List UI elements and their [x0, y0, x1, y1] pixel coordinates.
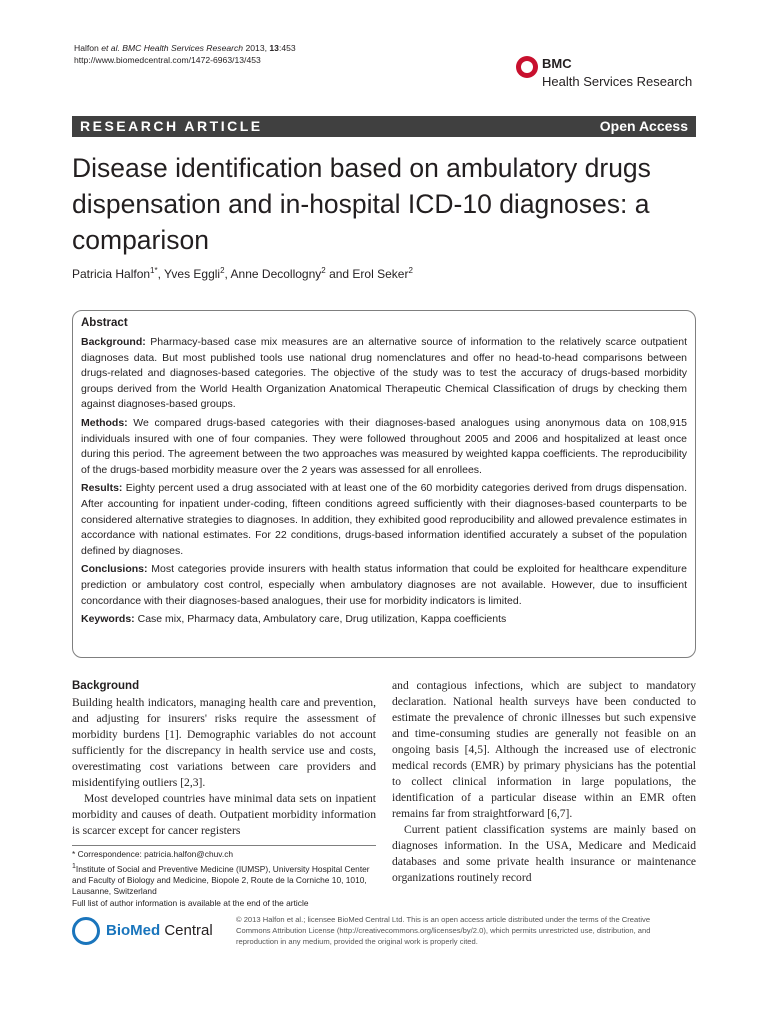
abstract-results [81, 481, 687, 559]
body-paragraph: and contagious infections, which are subject to mandatory declaration. National health surveys have been conducted to estimate the prevalence of chronic illnesses but such expensive and time-consuming studies are generally not feasible on an ongoing basis [4,5]. Although the increased use of electronic medical records (EMR) by primary physicians has the potential to collect clinical information in large populations, the identification of a particular disease within an EMR often remains far from straightforward [6,7]. [392, 679, 696, 820]
article-title: Disease identification based on ambulatory drugs dispensation and in-hospital ICD-10 diagnoses: a comparison [72, 153, 651, 255]
biomed-central-icon [72, 917, 100, 945]
author-name[interactable]: and Erol Seker [325, 267, 409, 281]
abstract-text: We compared drugs-based categories with their diagnoses-based analogues using anonymous data on 108,915 individuals insured with one of four companies. They were followed throughout 2005 and 2006 and hospitalized at least once during this period. The agreement between the two approaches was measured by weighted kappa coefficients. The reproducibility of the drugs-based morbidity measure over the 2 years was assessed for all enrollees. [81, 416, 687, 476]
bmc-journal-logo [516, 54, 706, 98]
bmc-logo-icon [516, 56, 538, 78]
body-column-left [72, 678, 376, 839]
body-column-right [392, 678, 696, 886]
body-paragraph: Building health indicators, managing health care and prevention, and adjusting for insurers' risks require the assessment of morbidity burdens [1]. Demographic variables do not account sufficiently for the discrepancy in health service use and costs, overestimating cost variations between care providers and misidentifying outliers [2,3]. [72, 696, 376, 789]
abstract-heading: Abstract [81, 317, 128, 329]
footnote-divider [72, 845, 376, 846]
section-heading: Background [72, 680, 140, 692]
author-info-note: Full list of author information is available at the end of the article [72, 897, 309, 908]
journal-name: Health Services Research [542, 74, 693, 89]
abstract-text: Most categories provide insurers with health status information that could be exploited for healthcare expenditure prediction or ambulatory cost control, especially when ambulatory diagnoses are not available. However, due to insufficient concordance with their diagnoses-based analogues, their use for morbidity indicators is limited. [81, 563, 687, 607]
abstract-text: Case mix, Pharmacy data, Ambulatory care, Drug utilization, Kappa coefficients [134, 613, 507, 626]
abstract-background [81, 335, 687, 413]
author-affiliation: 1* [150, 266, 158, 275]
affiliation-note [72, 861, 378, 898]
affiliation-marker: 1 [72, 862, 76, 870]
abstract-text: Eighty percent used a drug associated with at least one of the 60 morbidity categories derived from drugs dispensation. After accounting for inpatient under-coding, fifteen conditions agreed sufficiently with their diagnoses-based counterparts to be considered alternative strategies to diagnoses. In addition, they exhibited good reproducibility and allowed prevalence estimates in accordance with national estimates. For 22 conditions, drugs-based information identified accurately a subset of the population defined by diagnoses. [81, 482, 687, 557]
citation-year: 2013, [243, 43, 270, 53]
article-url[interactable]: http://www.biomedcentral.com/1472-6963/13/453 [74, 55, 261, 65]
body-paragraph: Current patient classification systems are mainly based on diagnoses information. In the USA, Medicare and Medicaid databases and some private health insurance or maintenance organizations routinely record [392, 823, 696, 884]
author-name[interactable]: , Yves Eggli [157, 267, 221, 281]
correspondence-note: * Correspondence: patricia.halfon@chuv.ch [72, 849, 234, 859]
abstract-label: Methods: [81, 416, 128, 429]
affiliation-text: Institute of Social and Preventive Medicine (IUMSP), University Hospital Center and Faculty of Biology and Medicine, Biopole 2, Route de la Corniche 10, 1010, Lausanne, Switzerland [72, 863, 370, 897]
abstract-box [72, 310, 696, 658]
body-paragraph: Most developed countries have minimal data sets on inpatient morbidity and causes of death. Outpatient morbidity information is scarcer except for cancer registers [72, 792, 376, 837]
author-affiliation: 2 [408, 266, 413, 275]
abstract-conclusions [81, 562, 687, 609]
citation-volume: 13 [269, 43, 279, 53]
author-name[interactable]: Patricia Halfon [72, 267, 151, 281]
article-type: RESEARCH ARTICLE [80, 118, 263, 134]
license-statement: © 2013 Halfon et al.; licensee BioMed Central Ltd. This is an open access article distributed under the terms of the Creative Commons Attribution License (http://creativecommons.org/licenses/by/2.0), which permits unrestricted use, distribution, and reproduction in any medium, provided the original work is properly cited. [236, 915, 651, 946]
abstract-label: Conclusions: [81, 563, 148, 576]
abstract-label: Keywords: [81, 613, 135, 626]
running-header [74, 42, 296, 66]
author-affiliation: 2 [321, 266, 326, 275]
abstract-text: Pharmacy-based case mix measures are an alternative source of information to the relatively scarce outpatient diagnoses data. But most published tools use national drug nomenclatures and offer no head-to-head comparisons between drugs-related and diagnoses-based categories. The objective of the study was to test the accuracy of drugs-based morbidity groups derived from the World Health Organization Anatomical Therapeutic Chemical Classification of drugs by checking them against diagnoses-based groups. [81, 336, 687, 411]
abstract-label: Background: [81, 336, 146, 348]
author-affiliation: 2 [220, 266, 225, 275]
logo-bio: BioMed [106, 922, 161, 939]
logo-central: Central [160, 922, 213, 939]
biomed-central-logo [72, 917, 222, 947]
open-access-badge: Open Access [592, 116, 696, 137]
abstract-keywords [81, 612, 687, 628]
abstract-label: Results: [81, 482, 123, 495]
bmc-logo-text: BMC [542, 56, 572, 71]
article-type-banner [72, 116, 696, 137]
citation-page: :453 [278, 43, 296, 53]
citation-journal: et al. BMC Health Services Research [101, 43, 244, 53]
citation-line [74, 42, 296, 54]
author-name[interactable]: , Anne Decollogny [224, 267, 322, 281]
footnotes [72, 849, 378, 909]
biomed-central-wordmark [106, 922, 213, 939]
abstract-methods [81, 416, 687, 478]
author-list [72, 266, 413, 281]
citation-author: Halfon [74, 43, 99, 53]
